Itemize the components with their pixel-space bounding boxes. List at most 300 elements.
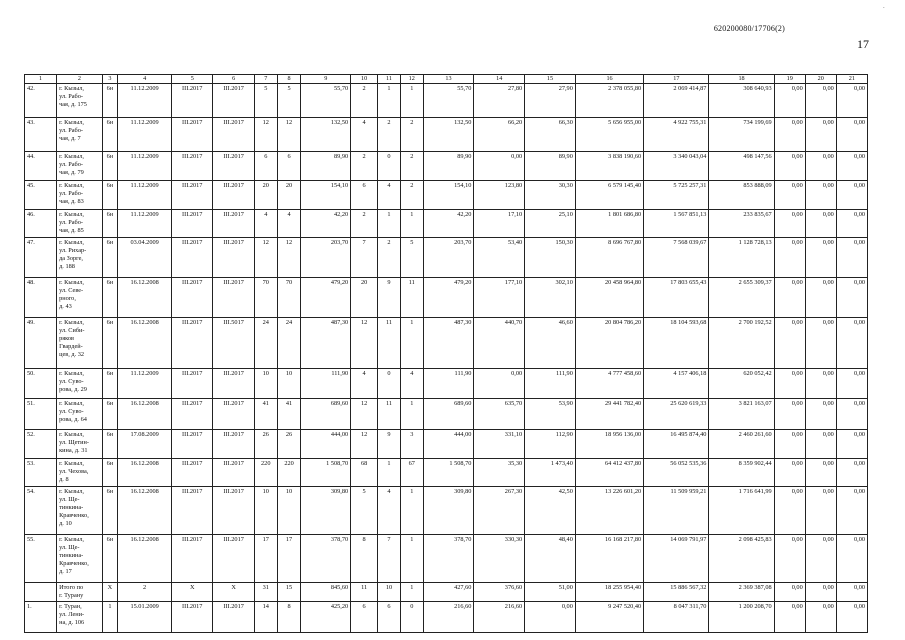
table-cell: 689,60	[301, 398, 351, 429]
table-cell: 29 441 782,40	[575, 398, 643, 429]
table-cell: 42,50	[525, 486, 576, 534]
table-cell: 2 655 309,37	[709, 277, 774, 317]
table-cell: 89,90	[423, 151, 474, 180]
table-cell: 41	[254, 398, 277, 429]
table-cell: 0,00	[805, 277, 836, 317]
table-cell: III.2017	[172, 368, 213, 398]
table-cell: 66,20	[474, 117, 525, 151]
table-cell: 2	[351, 83, 378, 117]
table-cell: 55,70	[423, 83, 474, 117]
table-cell: 2	[118, 582, 172, 601]
table-cell: III.2017	[213, 486, 254, 534]
table-cell: 0,00	[805, 398, 836, 429]
table-cell: 1	[400, 209, 423, 237]
table-cell: III.2017	[172, 237, 213, 277]
table-cell: 154,10	[423, 180, 474, 209]
address-cell: г. Кызыл, ул. Чехова, д. 8	[57, 458, 103, 486]
table-cell: 734 199,69	[709, 117, 774, 151]
table-cell: 11.12.2009	[118, 117, 172, 151]
table-cell: 2	[400, 151, 423, 180]
table-cell: 2	[351, 209, 378, 237]
table-cell: 25 620 619,33	[644, 398, 709, 429]
table-cell: 15	[277, 582, 301, 601]
table-cell: 0,00	[836, 180, 867, 209]
table-cell: 0,00	[836, 237, 867, 277]
table-cell: 30,30	[525, 180, 576, 209]
table-cell: 5	[254, 83, 277, 117]
table-cell: 6н	[102, 458, 118, 486]
table-cell: 0,00	[774, 601, 805, 632]
table-cell: 12	[254, 237, 277, 277]
table-cell: 4 157 406,18	[644, 368, 709, 398]
table-cell: 15 886 567,32	[644, 582, 709, 601]
table-cell: 3 838 190,60	[575, 151, 643, 180]
table-cell: 6	[351, 180, 378, 209]
table-cell: 55,70	[301, 83, 351, 117]
table-cell: 267,30	[474, 486, 525, 534]
table-cell: III.2017	[213, 117, 254, 151]
table-row	[25, 398, 868, 429]
table-cell: 4	[378, 180, 401, 209]
table-cell: 0,00	[774, 151, 805, 180]
table-cell: 89,90	[301, 151, 351, 180]
table-cell: 0,00	[774, 458, 805, 486]
table-cell: 123,80	[474, 180, 525, 209]
table-cell: 620 052,42	[709, 368, 774, 398]
table-cell: 16.12.2008	[118, 534, 172, 582]
table-cell: 1 716 641,99	[709, 486, 774, 534]
table-cell: 45.	[25, 180, 57, 209]
column-number-cell: 20	[805, 75, 836, 84]
column-number-cell: 18	[709, 75, 774, 84]
table-cell: 41	[277, 398, 301, 429]
table-cell: 0,00	[474, 368, 525, 398]
table-cell: 8 359 902,44	[709, 458, 774, 486]
table-cell: 1.	[25, 601, 57, 632]
table-cell: 46,60	[525, 317, 576, 368]
column-number-cell: 17	[644, 75, 709, 84]
column-number-cell: 10	[351, 75, 378, 84]
table-cell: 112,90	[525, 429, 576, 458]
table-cell: 26	[277, 429, 301, 458]
table-cell: 0,00	[774, 117, 805, 151]
table-row	[25, 486, 868, 534]
table-cell: III.2017	[213, 151, 254, 180]
table-cell: 330,30	[474, 534, 525, 582]
table-cell: 4	[400, 368, 423, 398]
table-cell: 6н	[102, 277, 118, 317]
column-number-cell: 6	[213, 75, 254, 84]
table-cell: 9	[378, 429, 401, 458]
document-id: 620200080/17706(2)	[713, 24, 785, 33]
table-cell: 440,70	[474, 317, 525, 368]
table-row	[25, 458, 868, 486]
table-cell: 2 369 387,08	[709, 582, 774, 601]
table-cell: 203,70	[301, 237, 351, 277]
table-cell: 1	[400, 582, 423, 601]
table-cell: 4	[277, 209, 301, 237]
table-cell: 10	[277, 486, 301, 534]
table-cell: 0,00	[805, 582, 836, 601]
table-cell: 487,30	[423, 317, 474, 368]
table-cell: 12	[277, 237, 301, 277]
table-cell: 4	[351, 117, 378, 151]
table-row	[25, 601, 868, 632]
table-cell: 378,70	[301, 534, 351, 582]
table-cell: 0,00	[774, 534, 805, 582]
table-cell: 0,00	[774, 368, 805, 398]
column-number-cell: 11	[378, 75, 401, 84]
column-number-cell: 9	[301, 75, 351, 84]
table-cell: 16.12.2008	[118, 277, 172, 317]
table-cell: 68	[351, 458, 378, 486]
table-cell: III.2017	[213, 180, 254, 209]
table-cell: 6н	[102, 317, 118, 368]
table-cell: 70	[254, 277, 277, 317]
table-cell: 0,00	[836, 317, 867, 368]
table-cell: 0,00	[774, 277, 805, 317]
table-cell: 216,60	[423, 601, 474, 632]
table-cell: 0,00	[805, 180, 836, 209]
table-cell: 0	[400, 601, 423, 632]
column-number-cell: 14	[474, 75, 525, 84]
table-row	[25, 317, 868, 368]
table-cell: 24	[254, 317, 277, 368]
table-cell: 24	[277, 317, 301, 368]
table-cell: 6н	[102, 117, 118, 151]
table-cell: 9	[378, 277, 401, 317]
table-cell: 6н	[102, 151, 118, 180]
table-cell: 10	[254, 486, 277, 534]
table-row	[25, 368, 868, 398]
table-cell: 10	[277, 368, 301, 398]
table-row	[25, 237, 868, 277]
table-cell: 302,10	[525, 277, 576, 317]
table-cell: 154,10	[301, 180, 351, 209]
table-row	[25, 209, 868, 237]
table-cell: 6	[378, 601, 401, 632]
address-cell: г. Кызыл, ул. Суво- рова, д. 29	[57, 368, 103, 398]
table-cell: 6н	[102, 534, 118, 582]
table-cell: 20	[277, 180, 301, 209]
table-cell: 6н	[102, 398, 118, 429]
table-cell: 0,00	[774, 582, 805, 601]
table-cell: X	[172, 582, 213, 601]
table-cell: 216,60	[474, 601, 525, 632]
page-number: 17	[857, 37, 869, 51]
table-cell: III.2017	[213, 277, 254, 317]
table-cell: 16.12.2008	[118, 317, 172, 368]
table-cell: 0,00	[774, 180, 805, 209]
column-number-cell: 3	[102, 75, 118, 84]
table-cell: 0,00	[805, 117, 836, 151]
table-cell: 0,00	[836, 83, 867, 117]
table-cell: 42,20	[301, 209, 351, 237]
table-cell: 0,00	[836, 398, 867, 429]
address-cell: Итого по г. Турану	[57, 582, 103, 601]
table-cell: 5	[351, 486, 378, 534]
table-cell: 111,90	[301, 368, 351, 398]
table-cell: III.2017	[172, 209, 213, 237]
table-cell: 18 255 954,40	[575, 582, 643, 601]
table-cell: 1	[400, 486, 423, 534]
table-cell: 427,60	[423, 582, 474, 601]
table-cell: 12	[254, 117, 277, 151]
table-cell: 56 052 535,36	[644, 458, 709, 486]
table-cell: 0,00	[774, 237, 805, 277]
table-cell: 6н	[102, 368, 118, 398]
table-cell: 6н	[102, 209, 118, 237]
table-cell: 17	[254, 534, 277, 582]
table-cell: 47.	[25, 237, 57, 277]
address-cell: г. Кызыл, ул. Суво- рова, д. 64	[57, 398, 103, 429]
table-cell: 487,30	[301, 317, 351, 368]
table-row	[25, 429, 868, 458]
table-cell: 0,00	[774, 83, 805, 117]
table-cell: III.2017	[213, 209, 254, 237]
table-cell: 10	[254, 368, 277, 398]
housing-registry-table	[24, 74, 868, 633]
table-cell: 309,80	[301, 486, 351, 534]
table-cell: 150,30	[525, 237, 576, 277]
table-cell: 12	[351, 398, 378, 429]
table-cell	[25, 582, 57, 601]
table-cell: 331,10	[474, 429, 525, 458]
table-cell: 7	[378, 534, 401, 582]
address-cell: г. Кызыл, ул. Ще- тинкина- Кравченко, д. 10	[57, 486, 103, 534]
table-cell: 3 340 043,04	[644, 151, 709, 180]
table-cell: 2	[351, 151, 378, 180]
table-cell: 444,00	[423, 429, 474, 458]
table-cell: 12	[277, 117, 301, 151]
table-cell: 2 700 192,52	[709, 317, 774, 368]
table-cell: 26	[254, 429, 277, 458]
table-cell: 5	[400, 237, 423, 277]
table-cell: III.2017	[213, 429, 254, 458]
table-cell: 0,00	[805, 458, 836, 486]
table-cell: 2 098 425,83	[709, 534, 774, 582]
table-cell: 0,00	[474, 151, 525, 180]
table-cell: III.2017	[172, 534, 213, 582]
table-cell: 8	[351, 534, 378, 582]
table-cell: 0,00	[836, 117, 867, 151]
table-cell: 27,80	[474, 83, 525, 117]
column-number-cell: 16	[575, 75, 643, 84]
table-cell: 27,90	[525, 83, 576, 117]
table-cell: 853 888,09	[709, 180, 774, 209]
address-cell: г. Кызыл, ул. Рабо- чая, д. 83	[57, 180, 103, 209]
table-cell: 111,90	[423, 368, 474, 398]
table-cell: 378,70	[423, 534, 474, 582]
table-cell: 1 473,40	[525, 458, 576, 486]
table-cell: 6	[277, 151, 301, 180]
table-cell: 11.12.2009	[118, 209, 172, 237]
table-cell: III.2017	[213, 368, 254, 398]
table-cell: 66,30	[525, 117, 576, 151]
table-cell: 2 460 261,60	[709, 429, 774, 458]
table-cell: III.2017	[172, 486, 213, 534]
column-number-cell: 2	[57, 75, 103, 84]
table-cell: 20 458 964,80	[575, 277, 643, 317]
table-cell: 1 508,70	[301, 458, 351, 486]
table-cell: 233 835,67	[709, 209, 774, 237]
table-cell: 43.	[25, 117, 57, 151]
table-cell: 42.	[25, 83, 57, 117]
table-cell: 1 801 686,80	[575, 209, 643, 237]
table-cell: 16 495 874,40	[644, 429, 709, 458]
table-cell: 479,20	[301, 277, 351, 317]
address-cell: г. Кызыл, ул. Рабо- чая, д. 85	[57, 209, 103, 237]
table-cell: 220	[277, 458, 301, 486]
table-cell: X	[213, 582, 254, 601]
table-cell: 0,00	[805, 429, 836, 458]
table-cell: 845,60	[301, 582, 351, 601]
column-number-cell: 4	[118, 75, 172, 84]
table-cell: III.2017	[172, 83, 213, 117]
table-cell: 0,00	[805, 151, 836, 180]
table-cell: 6н	[102, 429, 118, 458]
table-cell: 1	[400, 317, 423, 368]
corner-mark: `	[882, 6, 885, 14]
table-cell: 0,00	[836, 209, 867, 237]
table-cell: 2	[400, 180, 423, 209]
table-cell: 0,00	[525, 601, 576, 632]
table-cell: 11.12.2009	[118, 83, 172, 117]
table-cell: 51,00	[525, 582, 576, 601]
table-cell: 0,00	[836, 458, 867, 486]
address-cell: г. Кызыл, ул. Сиби- ряков Гвардей- цев, д. 32	[57, 317, 103, 368]
table-cell: 89,90	[525, 151, 576, 180]
table-cell: 1 508,70	[423, 458, 474, 486]
table-cell: 309,80	[423, 486, 474, 534]
table-cell: 11	[351, 582, 378, 601]
table-cell: III.2017	[172, 317, 213, 368]
table-cell: 16 168 217,80	[575, 534, 643, 582]
column-number-header-row	[25, 75, 868, 84]
table-cell: III.2017	[213, 398, 254, 429]
table-cell: III.2017	[172, 117, 213, 151]
table-cell: 2 069 414,87	[644, 83, 709, 117]
table-cell: 5 656 955,00	[575, 117, 643, 151]
table-cell: III.2017	[172, 601, 213, 632]
table-cell: 0,00	[774, 486, 805, 534]
table-cell: 16.12.2008	[118, 398, 172, 429]
table-cell: 203,70	[423, 237, 474, 277]
table-cell: 0,00	[836, 601, 867, 632]
table-cell: 3	[400, 429, 423, 458]
table-cell: 1	[400, 534, 423, 582]
table-row	[25, 151, 868, 180]
table-cell: 0,00	[774, 317, 805, 368]
table-cell: 0,00	[774, 429, 805, 458]
table-cell: 48,40	[525, 534, 576, 582]
table-cell: 1 567 851,13	[644, 209, 709, 237]
table-cell: 0,00	[836, 582, 867, 601]
table-cell: 0,00	[836, 429, 867, 458]
table-cell: 1	[400, 83, 423, 117]
table-cell: 7 568 039,67	[644, 237, 709, 277]
table-cell: 1	[102, 601, 118, 632]
table-cell: 44.	[25, 151, 57, 180]
table-cell: 53,90	[525, 398, 576, 429]
table-cell: 12	[351, 429, 378, 458]
table-cell: 0,00	[774, 398, 805, 429]
table-cell: III.2017	[172, 277, 213, 317]
table-cell: 308 640,93	[709, 83, 774, 117]
table-cell: 498 147,56	[709, 151, 774, 180]
table-cell: 0,00	[805, 534, 836, 582]
table-cell: 4 777 458,60	[575, 368, 643, 398]
table-cell: 0,00	[805, 83, 836, 117]
table-row	[25, 83, 868, 117]
table-cell: 17.08.2009	[118, 429, 172, 458]
table-cell: 0,00	[836, 534, 867, 582]
table-cell: 0,00	[805, 237, 836, 277]
table-cell: 6н	[102, 83, 118, 117]
table-cell: 20 804 786,20	[575, 317, 643, 368]
table-cell: 55.	[25, 534, 57, 582]
column-number-cell: 5	[172, 75, 213, 84]
table-cell: 6 579 145,40	[575, 180, 643, 209]
table-cell: 11	[378, 398, 401, 429]
table-cell: 6н	[102, 237, 118, 277]
table-cell: 1	[400, 398, 423, 429]
table-cell: III.2017	[213, 237, 254, 277]
total-row	[25, 582, 868, 601]
table-cell: 425,20	[301, 601, 351, 632]
table-row	[25, 180, 868, 209]
table-cell: III.2017	[213, 601, 254, 632]
table-cell: 132,50	[301, 117, 351, 151]
table-cell: 7	[351, 237, 378, 277]
table-cell: 70	[277, 277, 301, 317]
table-cell: 54.	[25, 486, 57, 534]
table-cell: 42,20	[423, 209, 474, 237]
table-cell: X	[102, 582, 118, 601]
table-cell: 1	[378, 83, 401, 117]
table-cell: 635,70	[474, 398, 525, 429]
table-cell: 3 821 163,07	[709, 398, 774, 429]
table-cell: 0,00	[805, 368, 836, 398]
table-cell: 8	[277, 601, 301, 632]
table-cell: 16.12.2008	[118, 458, 172, 486]
table-cell: 11	[400, 277, 423, 317]
table-cell: 4	[378, 486, 401, 534]
table-cell: 0	[378, 151, 401, 180]
column-number-cell: 19	[774, 75, 805, 84]
address-cell: г. Кызыл, ул. Рихар- да Зорге, д. 188	[57, 237, 103, 277]
table-cell: 14	[254, 601, 277, 632]
table-cell: 51.	[25, 398, 57, 429]
table-cell: 17	[277, 534, 301, 582]
table-cell: 6н	[102, 486, 118, 534]
column-number-cell: 12	[400, 75, 423, 84]
table-cell: 9 247 520,40	[575, 601, 643, 632]
table-cell: 0,00	[805, 317, 836, 368]
table-cell: 20	[254, 180, 277, 209]
column-number-cell: 1	[25, 75, 57, 84]
table-row	[25, 117, 868, 151]
table-cell: III.2017	[172, 458, 213, 486]
table-cell: 03.04.2009	[118, 237, 172, 277]
table-cell: 35,30	[474, 458, 525, 486]
table-cell: 5 725 257,31	[644, 180, 709, 209]
table-cell: III.2017	[213, 534, 254, 582]
table-cell: 49.	[25, 317, 57, 368]
address-cell: г. Туран, ул. Лени- на, д. 106	[57, 601, 103, 632]
table-cell: 25,10	[525, 209, 576, 237]
table-cell: 1 128 728,13	[709, 237, 774, 277]
